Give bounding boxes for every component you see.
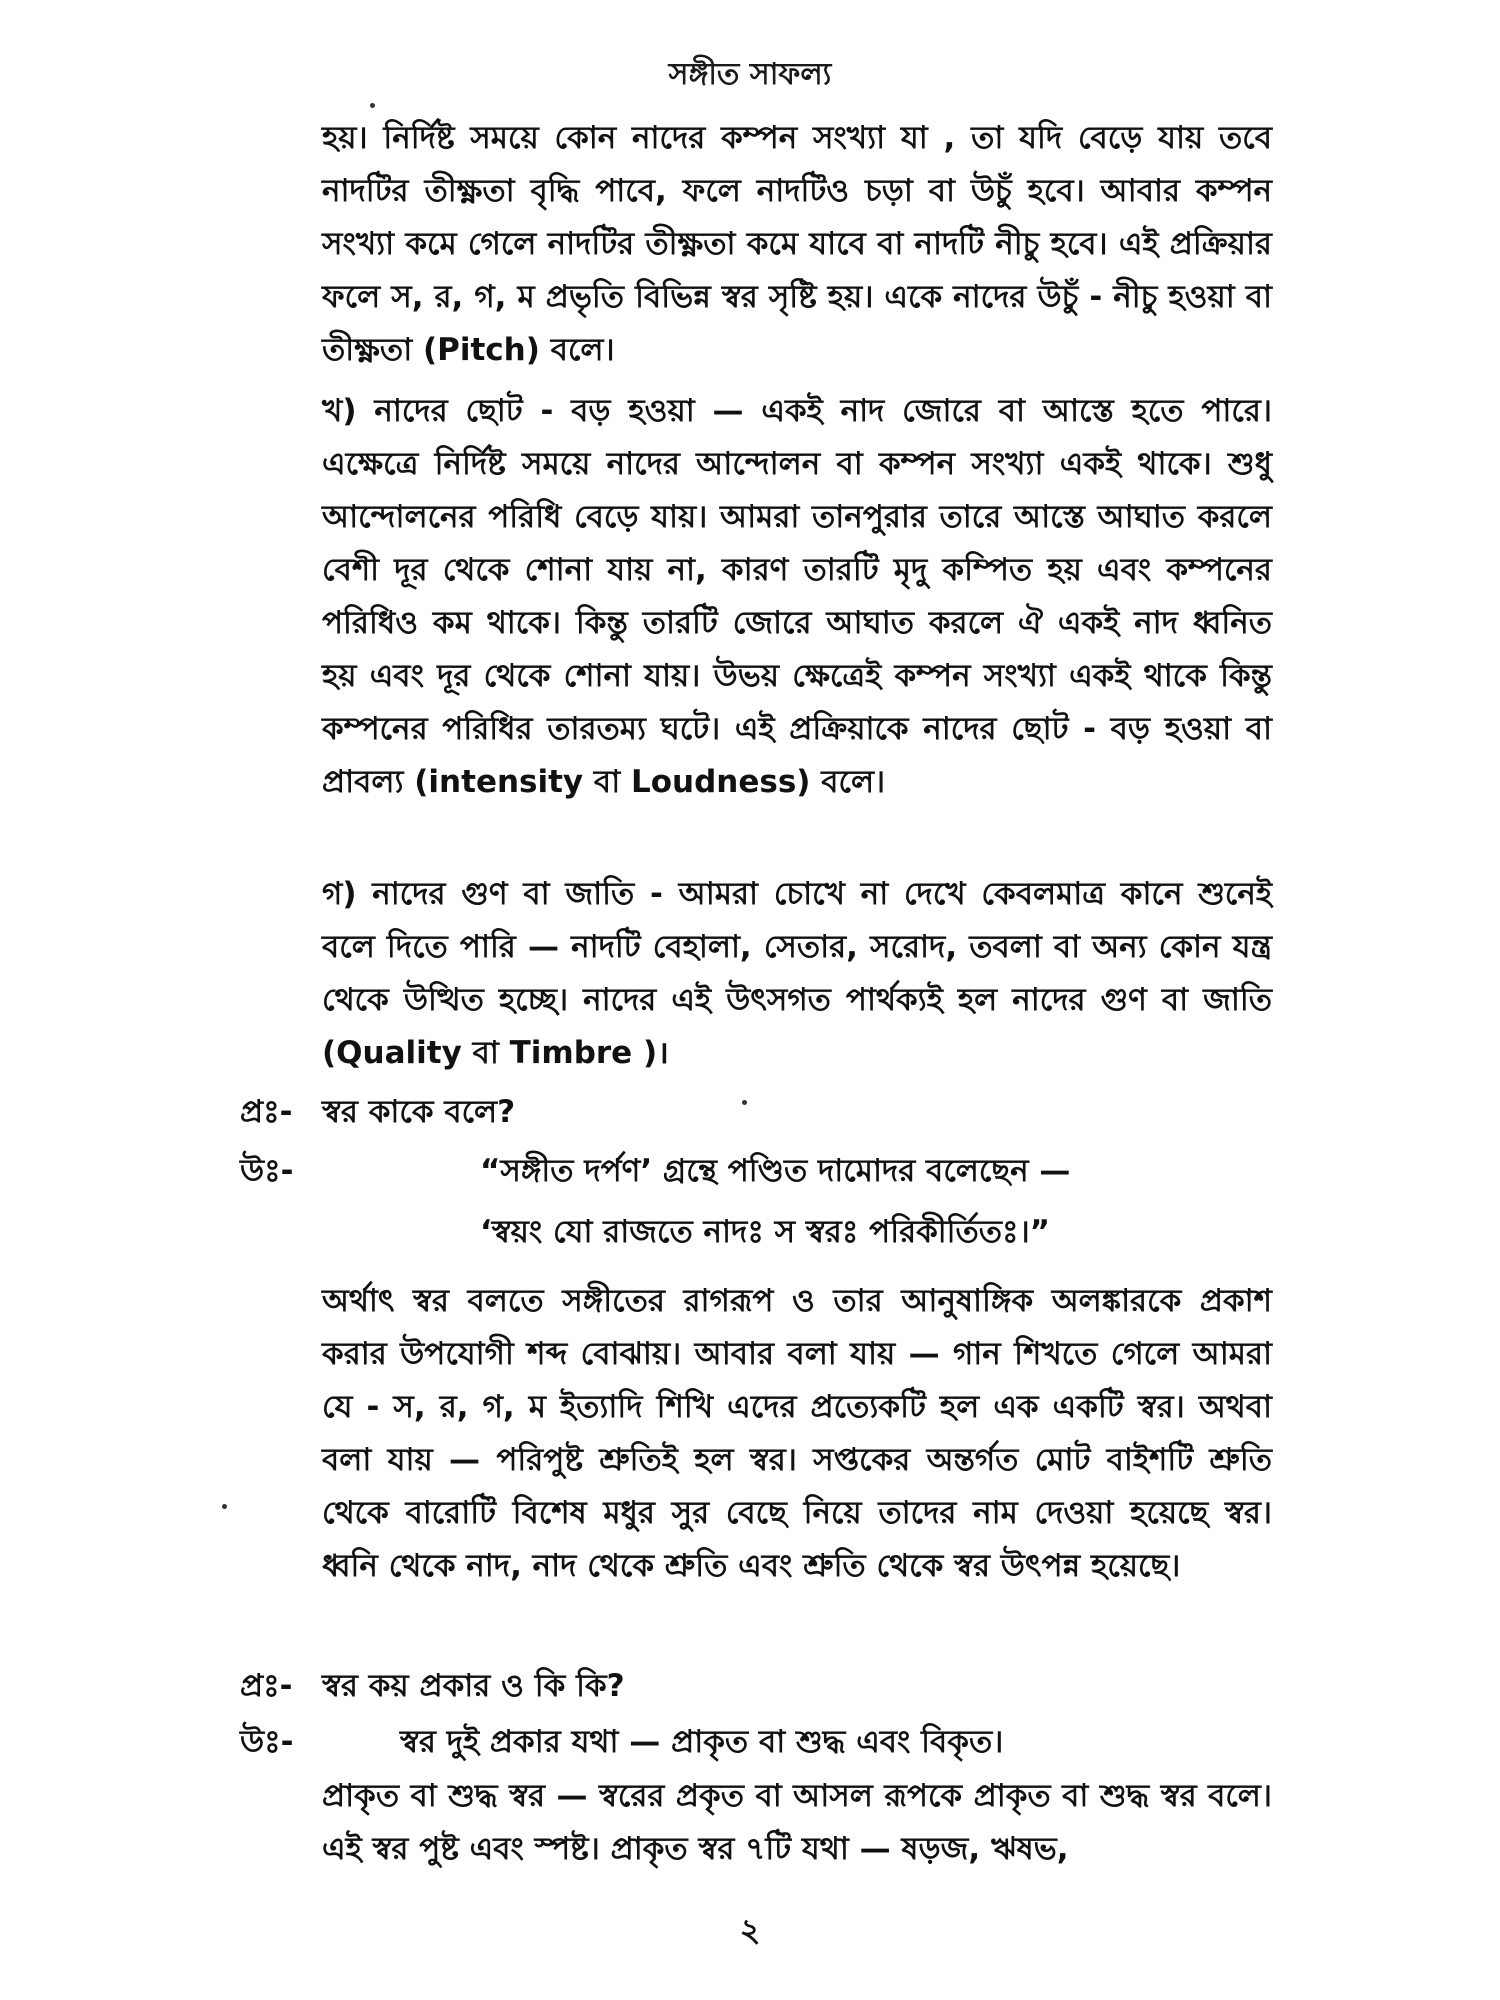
answer-2: স্বর দুই প্রকার যথা — প্রাকৃত বা শুদ্ধ এবং বিকৃত। [400,1724,1004,1760]
paragraph-loudness [322,385,1272,809]
section-heading-ga: গ) নাদের গুণ বা জাতি [322,876,635,912]
question-label-1: প্রঃ- [240,1094,293,1130]
paragraph-swar-explanation: অর্থাৎ স্বর বলতে সঙ্গীতের রাগরূপ ও তার আনুষাঙ্গিক অলঙ্কারকে প্রকাশ করার উপযোগী শব্দ বোঝায়। আবার বলা যায় — গান শিখতে গেলে আমরা যে - স, র, গ, ম ইত্যাদি শিখি এদের প্রত্যেকটি হল এক একটি স্বর। অথবা বলা যায় — পরিপুষ্ট শ্রুতিই হল স্বর। সপ্তকের অন্তর্গত মোট বাইশটি শ্রুতি থেকে বারোটি বিশেষ মধুর সুর বেছে নিয়ে তাদের নাম দেওয়া হয়েছে স্বর। ধ্বনি থেকে নাদ, নাদ থেকে শ্রুতি এবং শ্রুতি থেকে স্বর উৎপন্ন হয়েছে। [322,1283,1272,1584]
paragraph-pitch: হয়। নির্দিষ্ট সময়ে কোন নাদের কম্পন সংখ্যা যা , তা যদি বেড়ে যায় তবে নাদটির তীক্ষ্ণতা বৃদ্ধি পাবে, ফলে নাদটিও চড়া বা উচুঁ হবে। আবার কম্পন সংখ্যা কমে গেলে নাদটির তীক্ষ্ণতা কমে যাবে বা নাদটি নীচু হবে। এই প্রক্রিয়ার ফলে স, র, গ, ম প্রভৃতি বিভিন্ন স্বর সৃষ্টি হয়। একে নাদের উচুঁ - নীচু হওয়া বা তীক্ষ্ণতা (Pitch) বলে। [322,120,1272,368]
scan-speck [742,1100,747,1105]
scan-speck [222,1504,227,1509]
answer-label-2: উঃ- [240,1724,294,1760]
section-body-prakrita: — স্বরের প্রকৃত বা আসল রূপকে প্রাকৃত বা শুদ্ধ স্বর বলে। এই স্বর পুষ্ট এবং স্পষ্ট। প্রাকৃত স্বর ৭টি যথা — ষড়জ, ঋষভ, [322,1778,1272,1867]
page-number: ২ [739,1911,761,1949]
question-label-2: প্রঃ- [240,1668,293,1704]
section-body-kha: — একই নাদ জোরে বা আস্তে হতে পারে। এক্ষেত্রে নির্দিষ্ট সময়ে নাদের আন্দোলন বা কম্পন সংখ্যা একই থাকে। শুধু আন্দোলনের পরিধি বেড়ে যায়। আমরা তানপুরার তারে আস্তে আঘাত করলে বেশী দূর থেকে শোনা যায় না, কারণ তারটি মৃদু কম্পিত হয় এবং কম্পনের পরিধিও কম থাকে। কিন্তু তারটি জোরে আঘাত করলে ঐ একই নাদ ধ্বনিত হয় এবং দূর থেকে শোনা যায়। উভয় ক্ষেত্রেই কম্পন সংখ্যা একই থাকে কিন্তু কম্পনের পরিধির তারতম্য ঘটে। এই প্রক্রিয়াকে নাদের ছোট - বড় হওয়া বা প্রাবল্য (intensity বা Loudness) বলে। [322,393,1273,800]
section-body-ga: - আমরা চোখে না দেখে কেবলমাত্র কানে শুনেই বলে দিতে পারি — নাদটি বেহালা, সেতার, সরোদ, তবলা বা অন্য কোন যন্ত্র থেকে উত্থিত হচ্ছে। নাদের এই উৎসগত পার্থক্যই হল নাদের গুণ বা জাতি (Quality বা Timbre )। [322,876,1272,1071]
section-heading-kha: খ) নাদের ছোট - বড় হওয়া [322,393,695,429]
paragraph-timbre [322,868,1272,1080]
answer-1-quote-line-2: ‘স্বয়ং যো রাজতে নাদঃ স স্বরঃ পরিকীর্তিতঃ।” [480,1214,1051,1250]
scan-speck [370,103,375,108]
answer-1-quote-line-1: “সঙ্গীত দর্পণ’ গ্রন্থে পণ্ডিত দামোদর বলেছেন — [480,1153,1071,1189]
question-1: স্বর কাকে বলে? [322,1094,516,1130]
paragraph-prakrita-swar [322,1770,1272,1876]
section-heading-prakrita: প্রাকৃত বা শুদ্ধ স্বর [322,1778,546,1814]
page-header-title: সঙ্গীত সাফল্য [668,57,832,92]
question-2: স্বর কয় প্রকার ও কি কি? [322,1668,625,1704]
answer-label-1: উঃ- [240,1153,294,1189]
